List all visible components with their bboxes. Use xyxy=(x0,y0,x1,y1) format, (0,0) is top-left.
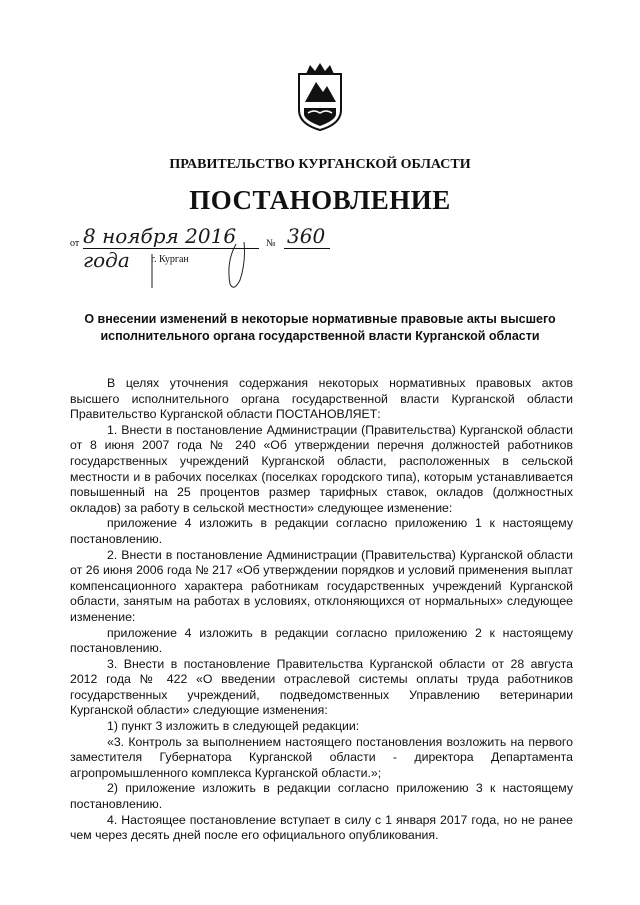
body-paragraph: приложение 4 изложить в редакции согласно приложению 2 к настоящему постановлению. xyxy=(70,625,573,656)
government-name: ПРАВИТЕЛЬСТВО КУРГАНСКОЙ ОБЛАСТИ xyxy=(169,157,471,172)
handwritten-number: 360 xyxy=(287,224,326,248)
kurgan-coat-of-arms-icon xyxy=(296,62,344,132)
handwritten-date: 8 ноября 2016 года xyxy=(83,224,237,272)
body-paragraph: приложение 4 изложить в редакции согласно приложению 1 к настоящему постановлению. xyxy=(70,516,573,546)
body-paragraph: 4. Настоящее постановление вступает в силу с 1 января 2017 года, но не ранее чем через десять дней после его официального опубликования. xyxy=(70,812,573,843)
body-paragraph: 2. Внести в постановление Администрации (Правительства) Курганской области от 26 июня 2006 года № 217 «Об утверждении порядков и условий применения выплат компенсационного характера работникам государственных учреждений Курганской области, занятым на работах в условиях, отклоняющихся от нормальных» следующее изменение: xyxy=(70,547,573,624)
city-name: г. Курган xyxy=(151,254,189,265)
document-type-title: ПОСТАНОВЛЕНИЕ xyxy=(189,185,451,215)
document-body xyxy=(70,376,573,844)
body-paragraph: В целях уточнения содержания некоторых нормативных правовых актов высшего исполнительного органа государственной власти Курганской области Правительство Курганской области ПОСТАНОВЛЯЕТ: xyxy=(70,376,573,422)
number-underline xyxy=(284,248,330,249)
number-label: № xyxy=(266,238,276,249)
body-paragraph: «3. Контроль за выполнением настоящего постановления возложить на первого заместителя Губернатора Курганской области - директора Департамента агропромышленного комплекса Курганской области.»; xyxy=(70,734,573,780)
date-prefix: от xyxy=(70,238,80,249)
body-paragraph: 1. Внести в постановление Администрации (Правительства) Курганской области от 8 июня 2007 года № 240 «Об утверждении перечня должностей работников государственных учреждений Курганской области, расположенных в сельской местности и в рабочих поселках (поселках городского типа), которым устанавливается повышенный на 25 процентов размер тарифных ставок, окладов (должностных окладов) за работу в сельской местности» следующее изменение: xyxy=(70,422,573,515)
body-paragraph: 3. Внести в постановление Правительства Курганской области от 28 августа 2012 года № 422 «О введении отраслевой системы оплаты труда работников государственных учреждений, подведомственных Управлению ветеринарии Курганской области» следующие изменения: xyxy=(70,656,573,718)
body-paragraph: 1) пункт 3 изложить в следующей редакции: xyxy=(107,719,360,734)
signature-stroke-icon xyxy=(148,222,258,292)
body-paragraph: 2) приложение изложить в редакции согласно приложению 3 к настоящему постановлению. xyxy=(70,781,573,812)
document-subject: О внесении изменений в некоторые нормативные правовые акты высшего исполнительного органа государственной власти Курганской области xyxy=(84,312,556,343)
